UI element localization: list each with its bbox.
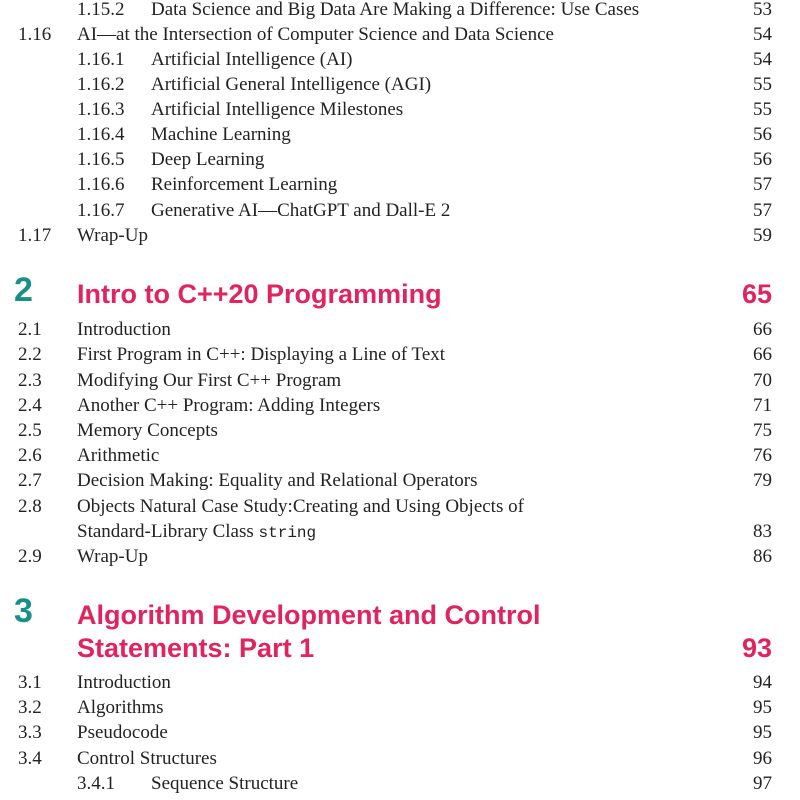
page-number: 66 [753, 319, 772, 340]
toc-entry [0, 342, 800, 367]
toc-entry [0, 223, 800, 248]
section-title: AI—at the Intersection of Computer Science and Data Science [77, 24, 554, 45]
page-number: 54 [753, 24, 772, 45]
page-number: 57 [753, 174, 772, 195]
chapter-title-line1: Algorithm Development and Control [77, 600, 541, 630]
section-number: 2.5 [18, 420, 42, 441]
page-number: 55 [753, 99, 772, 120]
section-number: 3.4 [18, 748, 42, 769]
section-title: Artificial Intelligence Milestones [151, 99, 404, 120]
section-title: Deep Learning [151, 149, 265, 170]
page-number: 71 [753, 395, 772, 416]
page-number: 57 [753, 200, 772, 221]
section-number: 2.3 [18, 370, 42, 391]
section-title: First Program in C++: Displaying a Line of Text [77, 344, 446, 365]
page-number: 70 [753, 370, 772, 391]
section-title: Artificial General Intelligence (AGI) [151, 74, 432, 95]
section-number: 2.2 [18, 344, 42, 365]
toc-entry [0, 22, 800, 47]
section-number: 1.16 [18, 24, 52, 45]
section-number: 1.16.1 [77, 49, 125, 70]
section-number: 2.8 [18, 496, 42, 517]
toc-entry [0, 494, 800, 519]
section-number: 3.3 [18, 722, 42, 743]
section-title: Introduction [77, 319, 171, 340]
section-title: Generative AI—ChatGPT and Dall-E 2 [151, 200, 451, 221]
section-number: 1.16.4 [77, 124, 125, 145]
section-title: Arithmetic [77, 445, 160, 466]
chapter-title-line2: Statements: Part 1 [77, 633, 315, 663]
toc-entry [0, 468, 800, 493]
page-number: 83 [753, 521, 772, 542]
page-number: 53 [753, 0, 772, 20]
page-number: 79 [753, 470, 772, 491]
toc-entry [0, 72, 800, 97]
chapter-number: 3 [14, 592, 33, 630]
chapter-number: 2 [14, 271, 33, 309]
page-number: 54 [753, 49, 772, 70]
page-number: 55 [753, 74, 772, 95]
section-number: 2.4 [18, 395, 42, 416]
section-title-line2 [77, 519, 316, 546]
page-number: 96 [753, 748, 772, 769]
page-number: 75 [753, 420, 772, 441]
section-title-line1: Objects Natural Case Study:Creating and Using Objects of [77, 496, 524, 517]
toc-entry [0, 198, 800, 223]
page-number: 76 [753, 445, 772, 466]
section-title: Wrap-Up [77, 546, 148, 567]
page-number: 59 [753, 225, 772, 246]
toc-entry [0, 746, 800, 771]
page-number: 95 [753, 697, 772, 718]
section-title: Machine Learning [151, 124, 291, 145]
section-title: Artificial Intelligence (AI) [151, 49, 353, 70]
section-number: 1.16.5 [77, 149, 125, 170]
section-number: 2.7 [18, 470, 42, 491]
toc-entry [0, 97, 800, 122]
page-number: 86 [753, 546, 772, 567]
section-title: Sequence Structure [151, 773, 299, 794]
toc-entry [0, 393, 800, 418]
toc-entry-continuation [0, 519, 800, 544]
chapter-page-number: 93 [741, 633, 772, 663]
chapter-page-number: 65 [741, 279, 772, 309]
section-title: Pseudocode [77, 722, 168, 743]
section-title: Another C++ Program: Adding Integers [77, 395, 381, 416]
toc-entry [0, 670, 800, 695]
toc-entry [0, 368, 800, 393]
section-title: Decision Making: Equality and Relational Operators [77, 470, 478, 491]
page-number: 95 [753, 722, 772, 743]
toc-entry [0, 695, 800, 720]
toc-entry [0, 443, 800, 468]
section-number: 2.1 [18, 319, 42, 340]
section-number: 1.16.7 [77, 200, 125, 221]
section-number: 1.16.2 [77, 74, 125, 95]
page-number: 56 [753, 124, 772, 145]
section-number: 1.16.3 [77, 99, 125, 120]
section-title: Memory Concepts [77, 420, 218, 441]
section-number: 1.16.6 [77, 174, 125, 195]
section-title: Reinforcement Learning [151, 174, 338, 195]
section-title: Introduction [77, 672, 171, 693]
section-title: Wrap-Up [77, 225, 148, 246]
toc-entry [0, 147, 800, 172]
toc-entry [0, 771, 800, 796]
page-number: 97 [753, 773, 772, 794]
page-number: 66 [753, 344, 772, 365]
section-number: 2.6 [18, 445, 42, 466]
toc-entry [0, 720, 800, 745]
section-title: Modifying Our First C++ Program [77, 370, 342, 391]
toc-entry [0, 47, 800, 72]
toc-entry [0, 0, 800, 22]
section-number: 1.17 [18, 225, 52, 246]
toc-entry [0, 317, 800, 342]
page-number: 56 [753, 149, 772, 170]
section-number: 3.4.1 [77, 773, 115, 794]
section-title: Algorithms [77, 697, 164, 718]
section-number: 2.9 [18, 546, 42, 567]
section-number: 3.1 [18, 672, 42, 693]
page-number: 94 [753, 672, 772, 693]
section-number: 1.15.2 [77, 0, 125, 20]
section-title: Control Structures [77, 748, 217, 769]
code-term: string [258, 524, 317, 542]
section-title-text: Standard-Library Class [77, 521, 254, 542]
toc-entry [0, 172, 800, 197]
toc-entry [0, 418, 800, 443]
toc-entry [0, 122, 800, 147]
toc-entry [0, 544, 800, 569]
chapter-title: Intro to C++20 Programming [77, 279, 442, 309]
section-number: 3.2 [18, 697, 42, 718]
section-title: Data Science and Big Data Are Making a Difference: Use Cases [151, 0, 640, 20]
